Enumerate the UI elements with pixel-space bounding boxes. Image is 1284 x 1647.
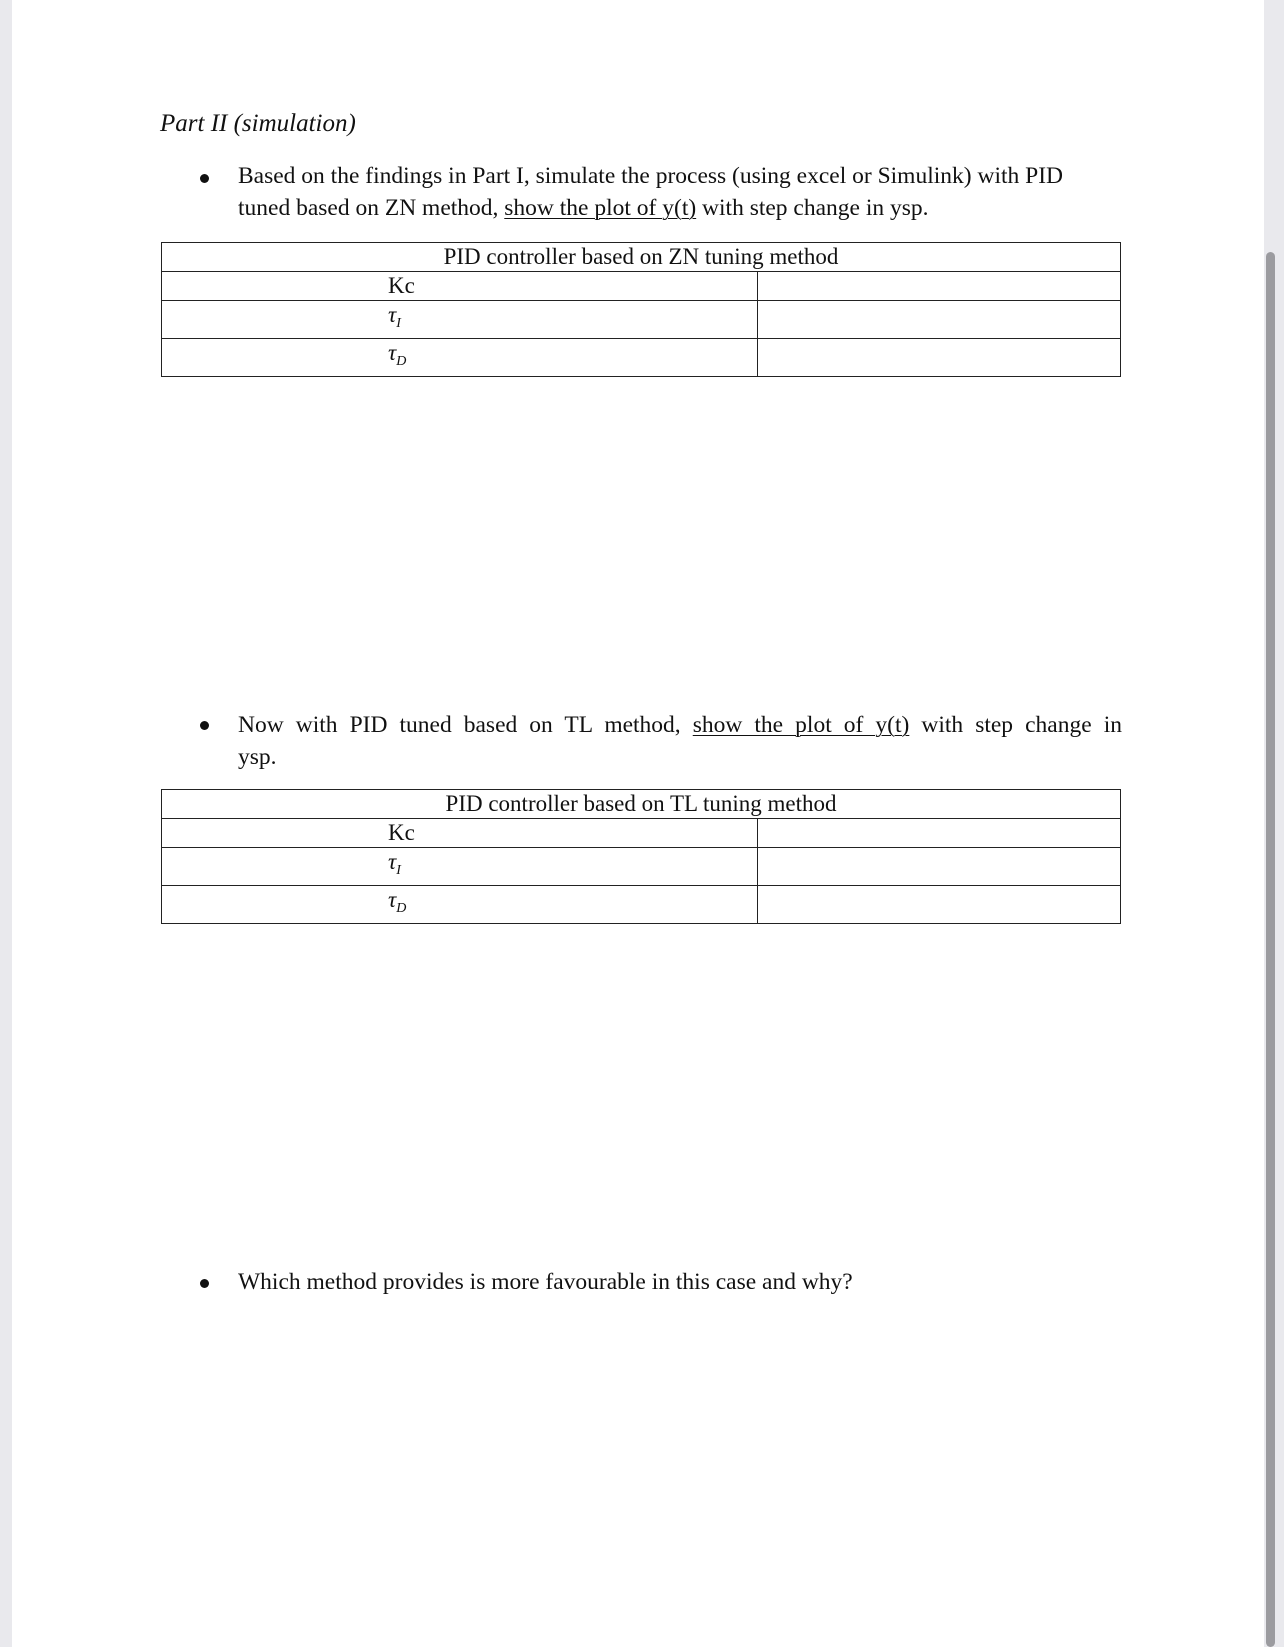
tl-taui-subscript: I xyxy=(396,863,401,878)
table-row xyxy=(162,301,1121,339)
table-row xyxy=(162,339,1121,377)
table-row xyxy=(162,243,1121,272)
tl-kc-value[interactable] xyxy=(757,819,1120,848)
zn-taud-label xyxy=(162,339,758,377)
tl-taud-symbol: τ xyxy=(388,887,397,912)
bullet1-paragraph xyxy=(238,160,1122,224)
zn-taud-subscript: D xyxy=(396,354,407,369)
zn-kc-label: Kc xyxy=(162,272,758,301)
bullet1-line2-pre: tuned based on ZN method, xyxy=(238,195,505,221)
zn-taui-subscript: I xyxy=(396,316,401,331)
bullet2-line2: ysp. xyxy=(238,744,277,770)
zn-pid-table xyxy=(161,242,1121,377)
bullet1-line2-post: with step change in ysp. xyxy=(696,195,929,221)
bullet1-line1: Based on the findings in Part I, simulate the process (using excel or Simulink) with PID xyxy=(238,163,1063,189)
zn-taud-symbol: τ xyxy=(388,340,397,365)
bullet2-line1 xyxy=(238,709,1122,741)
zn-table-title: PID controller based on ZN tuning method xyxy=(162,243,1121,272)
bullet-marker xyxy=(200,174,209,183)
vertical-scrollbar[interactable] xyxy=(1266,252,1275,1647)
bullet2-line1-pre: Now with PID tuned based on TL method, xyxy=(238,712,693,738)
tl-taud-label xyxy=(162,886,758,924)
table-row xyxy=(162,848,1121,886)
table-row xyxy=(162,886,1121,924)
tl-table-title: PID controller based on TL tuning method xyxy=(162,790,1121,819)
tl-taud-value[interactable] xyxy=(757,886,1120,924)
bullet2-underlined-text: show the plot of y(t) xyxy=(692,712,910,738)
bullet3-paragraph xyxy=(238,1266,1122,1298)
zn-taui-label xyxy=(162,301,758,339)
tl-taui-label xyxy=(162,848,758,886)
zn-taud-value[interactable] xyxy=(757,339,1120,377)
table-row xyxy=(162,272,1121,301)
tl-taud-subscript: D xyxy=(396,901,407,916)
bullet-marker xyxy=(200,1279,209,1288)
tl-kc-label: Kc xyxy=(162,819,758,848)
bullet2-paragraph xyxy=(238,709,1122,773)
bullet3-text: Which method provides is more favourable in this case and why? xyxy=(238,1269,853,1295)
tl-taui-value[interactable] xyxy=(757,848,1120,886)
bullet-marker xyxy=(200,721,209,730)
tl-pid-table xyxy=(161,789,1121,924)
bullet1-line2 xyxy=(238,192,1122,224)
zn-taui-value[interactable] xyxy=(757,301,1120,339)
tl-taui-symbol: τ xyxy=(388,849,397,874)
bullet2-line1-post: with step change in xyxy=(909,712,1122,738)
table-row xyxy=(162,819,1121,848)
section-heading: Part II (simulation) xyxy=(160,110,356,137)
zn-kc-value[interactable] xyxy=(757,272,1120,301)
bullet1-underlined-text: show the plot of y(t) xyxy=(504,195,697,221)
table-row xyxy=(162,790,1121,819)
zn-taui-symbol: τ xyxy=(388,302,397,327)
